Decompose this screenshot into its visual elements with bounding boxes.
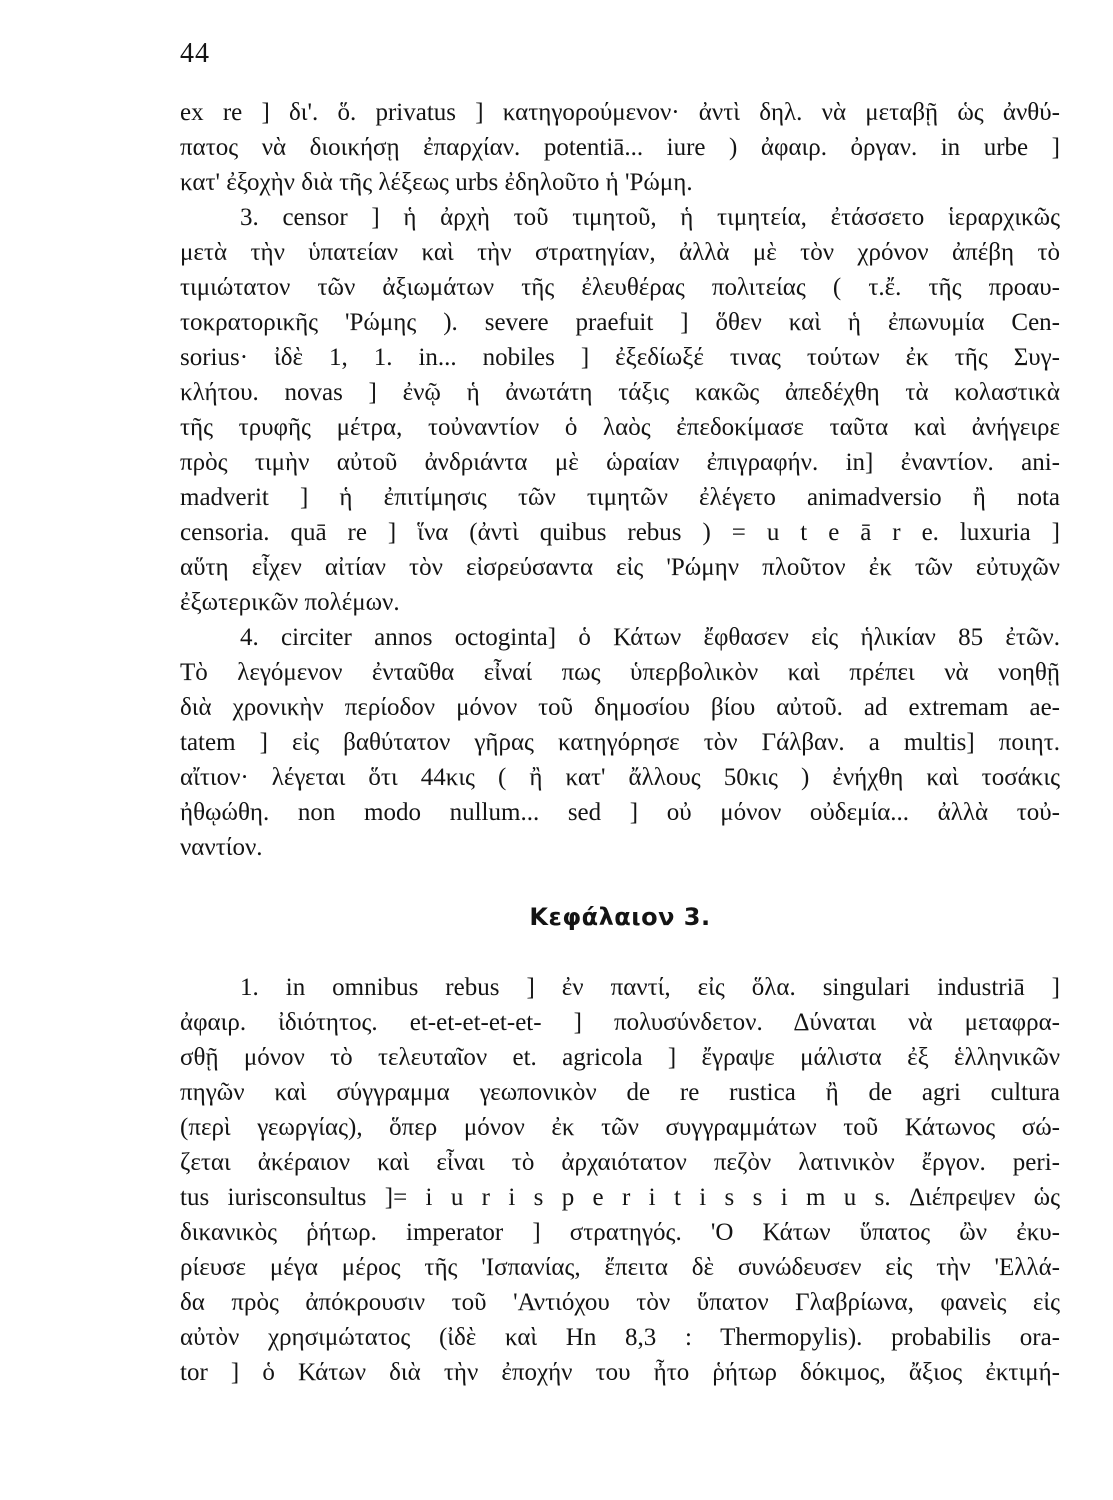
text-line: ex re ] δι'. ὅ. privatus ] κατηγορούμενον· ἀντὶ δηλ. νὰ μεταβῇ ὡς ἀνθύ- [180,99,1060,126]
text-line: ζεται ἀκέραιον καὶ εἶναι τὸ ἀρχαιότατον πεζὸν λατινικὸν ἔργον. peri- [180,1149,1060,1176]
text-line: αὕτη εἶχεν αἰτίαν τὸν εἰσρεύσαντα εἰς 'Ρώμην πλοῦτον ἐκ τῶν εὐτυχῶν [180,554,1060,581]
text-line: madverit ] ἡ ἐπιτίμησις τῶν τιμητῶν ἐλέγετο animadversio ἢ nota [180,484,1060,511]
page-body [180,95,1060,1390]
text-line: ἀφαιρ. ἰδιότητος. et-et-et-et-et- ] πολυσύνδετον. Δύναται νὰ μεταφρα- [180,1009,1060,1036]
chapter-heading: Κεφάλαιον 3. [529,903,711,931]
text-line: tatem ] εἰς βαθύτατον γῆρας κατηγόρησε τὸν Γάλβαν. a multis] ποιητ. [180,729,1060,756]
text-line: (περὶ γεωργίας), ὅπερ μόνον ἐκ τῶν συγγραμμάτων τοῦ Κάτωνος σώ- [180,1114,1060,1141]
text-line: σθῇ μόνον τὸ τελευταῖον et. agricola ] ἔγραψε μάλιστα ἐξ ἑλληνικῶν [180,1044,1060,1071]
text-line: 1. in omnibus rebus ] ἐν παντί, εἰς ὅλα. singulari industriā ] [240,974,1060,1001]
text-line: τῆς τρυφῆς μέτρα, τοὐναντίον ὁ λαὸς ἐπεδοκίμασε ταῦτα καὶ ἀνήγειρε [180,414,1060,441]
text-line: κλήτου. novas ] ἐνῷ ἡ ἀνωτάτη τάξις κακῶς ἀπεδέχθη τὰ κολαστικὰ [180,379,1060,406]
text-line: κατ' ἐξοχὴν διὰ τῆς λέξεως urbs ἐδηλοῦτο ἡ 'Ρώμη. [180,169,693,196]
text-line: δικανικὸς ῥήτωρ. imperator ] στρατηγός. 'Ο Κάτων ὕπατος ὢν ἐκυ- [180,1219,1060,1246]
text-line: μετὰ τὴν ὑπατείαν καὶ τὴν στρατηγίαν, ἀλλὰ μὲ τὸν χρόνον ἀπέβη τὸ [180,239,1060,266]
text-line: ἐξωτερικῶν πολέμων. [180,589,400,616]
spacer [180,935,1060,970]
text-line: ἠθῳώθη. non modo nullum... sed ] οὐ μόνον οὐδεμία... ἀλλὰ τοὐ- [180,799,1060,826]
spacer [180,865,1060,900]
text-line: πατος νὰ διοικήσῃ ἐπαρχίαν. potentiā... iure ) ἀφαιρ. ὀργαν. in urbe ] [180,134,1060,161]
text-line: ρίευσε μέγα μέρος τῆς 'Ισπανίας, ἔπειτα δὲ συνώδευσεν εἰς τὴν 'Ελλά- [180,1254,1060,1281]
text-line: censoria. quā re ] ἵνα (ἀντὶ quibus rebus ) = u t e ā r e. luxuria ] [180,519,1060,546]
text-line: διὰ χρονικὴν περίοδον μόνον τοῦ δημοσίου βίου αὐτοῦ. ad extremam ae- [180,694,1060,721]
text-line: ναντίον. [180,834,263,861]
text-line: τιμιώτατον τῶν ἀξιωμάτων τῆς ἐλευθέρας πολιτείας ( τ.ἔ. τῆς προαυ- [180,274,1060,301]
text-line: αὐτὸν χρησιμώτατος (ἰδὲ καὶ Hn 8,3 : Thermopylis). probabilis ora- [180,1324,1060,1351]
text-line: πρὸς τιμὴν αὐτοῦ ἀνδριάντα μὲ ὡραίαν ἐπιγραφήν. in] ἐναντίον. ani- [180,449,1060,476]
text-line: tor ] ὁ Κάτων διὰ τὴν ἐποχήν του ἦτο ῥήτωρ δόκιμος, ἄξιος ἐκτιμή- [180,1359,1060,1386]
text-line: αἴτιον· λέγεται ὅτι 44κις ( ἢ κατ' ἄλλους 50κις ) ἐνήχθη καὶ τοσάκις [180,764,1060,791]
text-line: τοκρατορικῆς 'Ρώμης ). severe praefuit ] ὅθεν καὶ ἡ ἐπωνυμία Cen- [180,309,1060,336]
text-line: πηγῶν καὶ σύγγραμμα γεωπονικὸν de re rustica ἢ de agri cultura [180,1079,1060,1106]
page-number: 44 [180,38,210,69]
text-line: δα πρὸς ἀπόκρουσιν τοῦ 'Αντιόχου τὸν ὕπατον Γλαβρίωνα, φανεὶς εἰς [180,1289,1060,1316]
text-line: 3. censor ] ἡ ἀρχὴ τοῦ τιμητοῦ, ἡ τιμητεία, ἐτάσσετο ἱεραρχικῶς [240,204,1060,231]
text-line: 4. circiter annos octoginta] ὁ Κάτων ἔφθασεν εἰς ἡλικίαν 85 ἐτῶν. [240,624,1060,651]
text-line: Τὸ λεγόμενον ἐνταῦθα εἶναί πως ὑπερβολικὸν καὶ πρέπει νὰ νοηθῇ [180,659,1060,686]
text-line: sorius· ἰδὲ 1, 1. in... nobiles ] ἐξεδίωξέ τινας τούτων ἐκ τῆς Συγ- [180,344,1060,371]
text-line: tus iurisconsultus ]= i u r i s p e r i t i s s i m u s. Διέπρεψεν ὡς [180,1184,1060,1211]
